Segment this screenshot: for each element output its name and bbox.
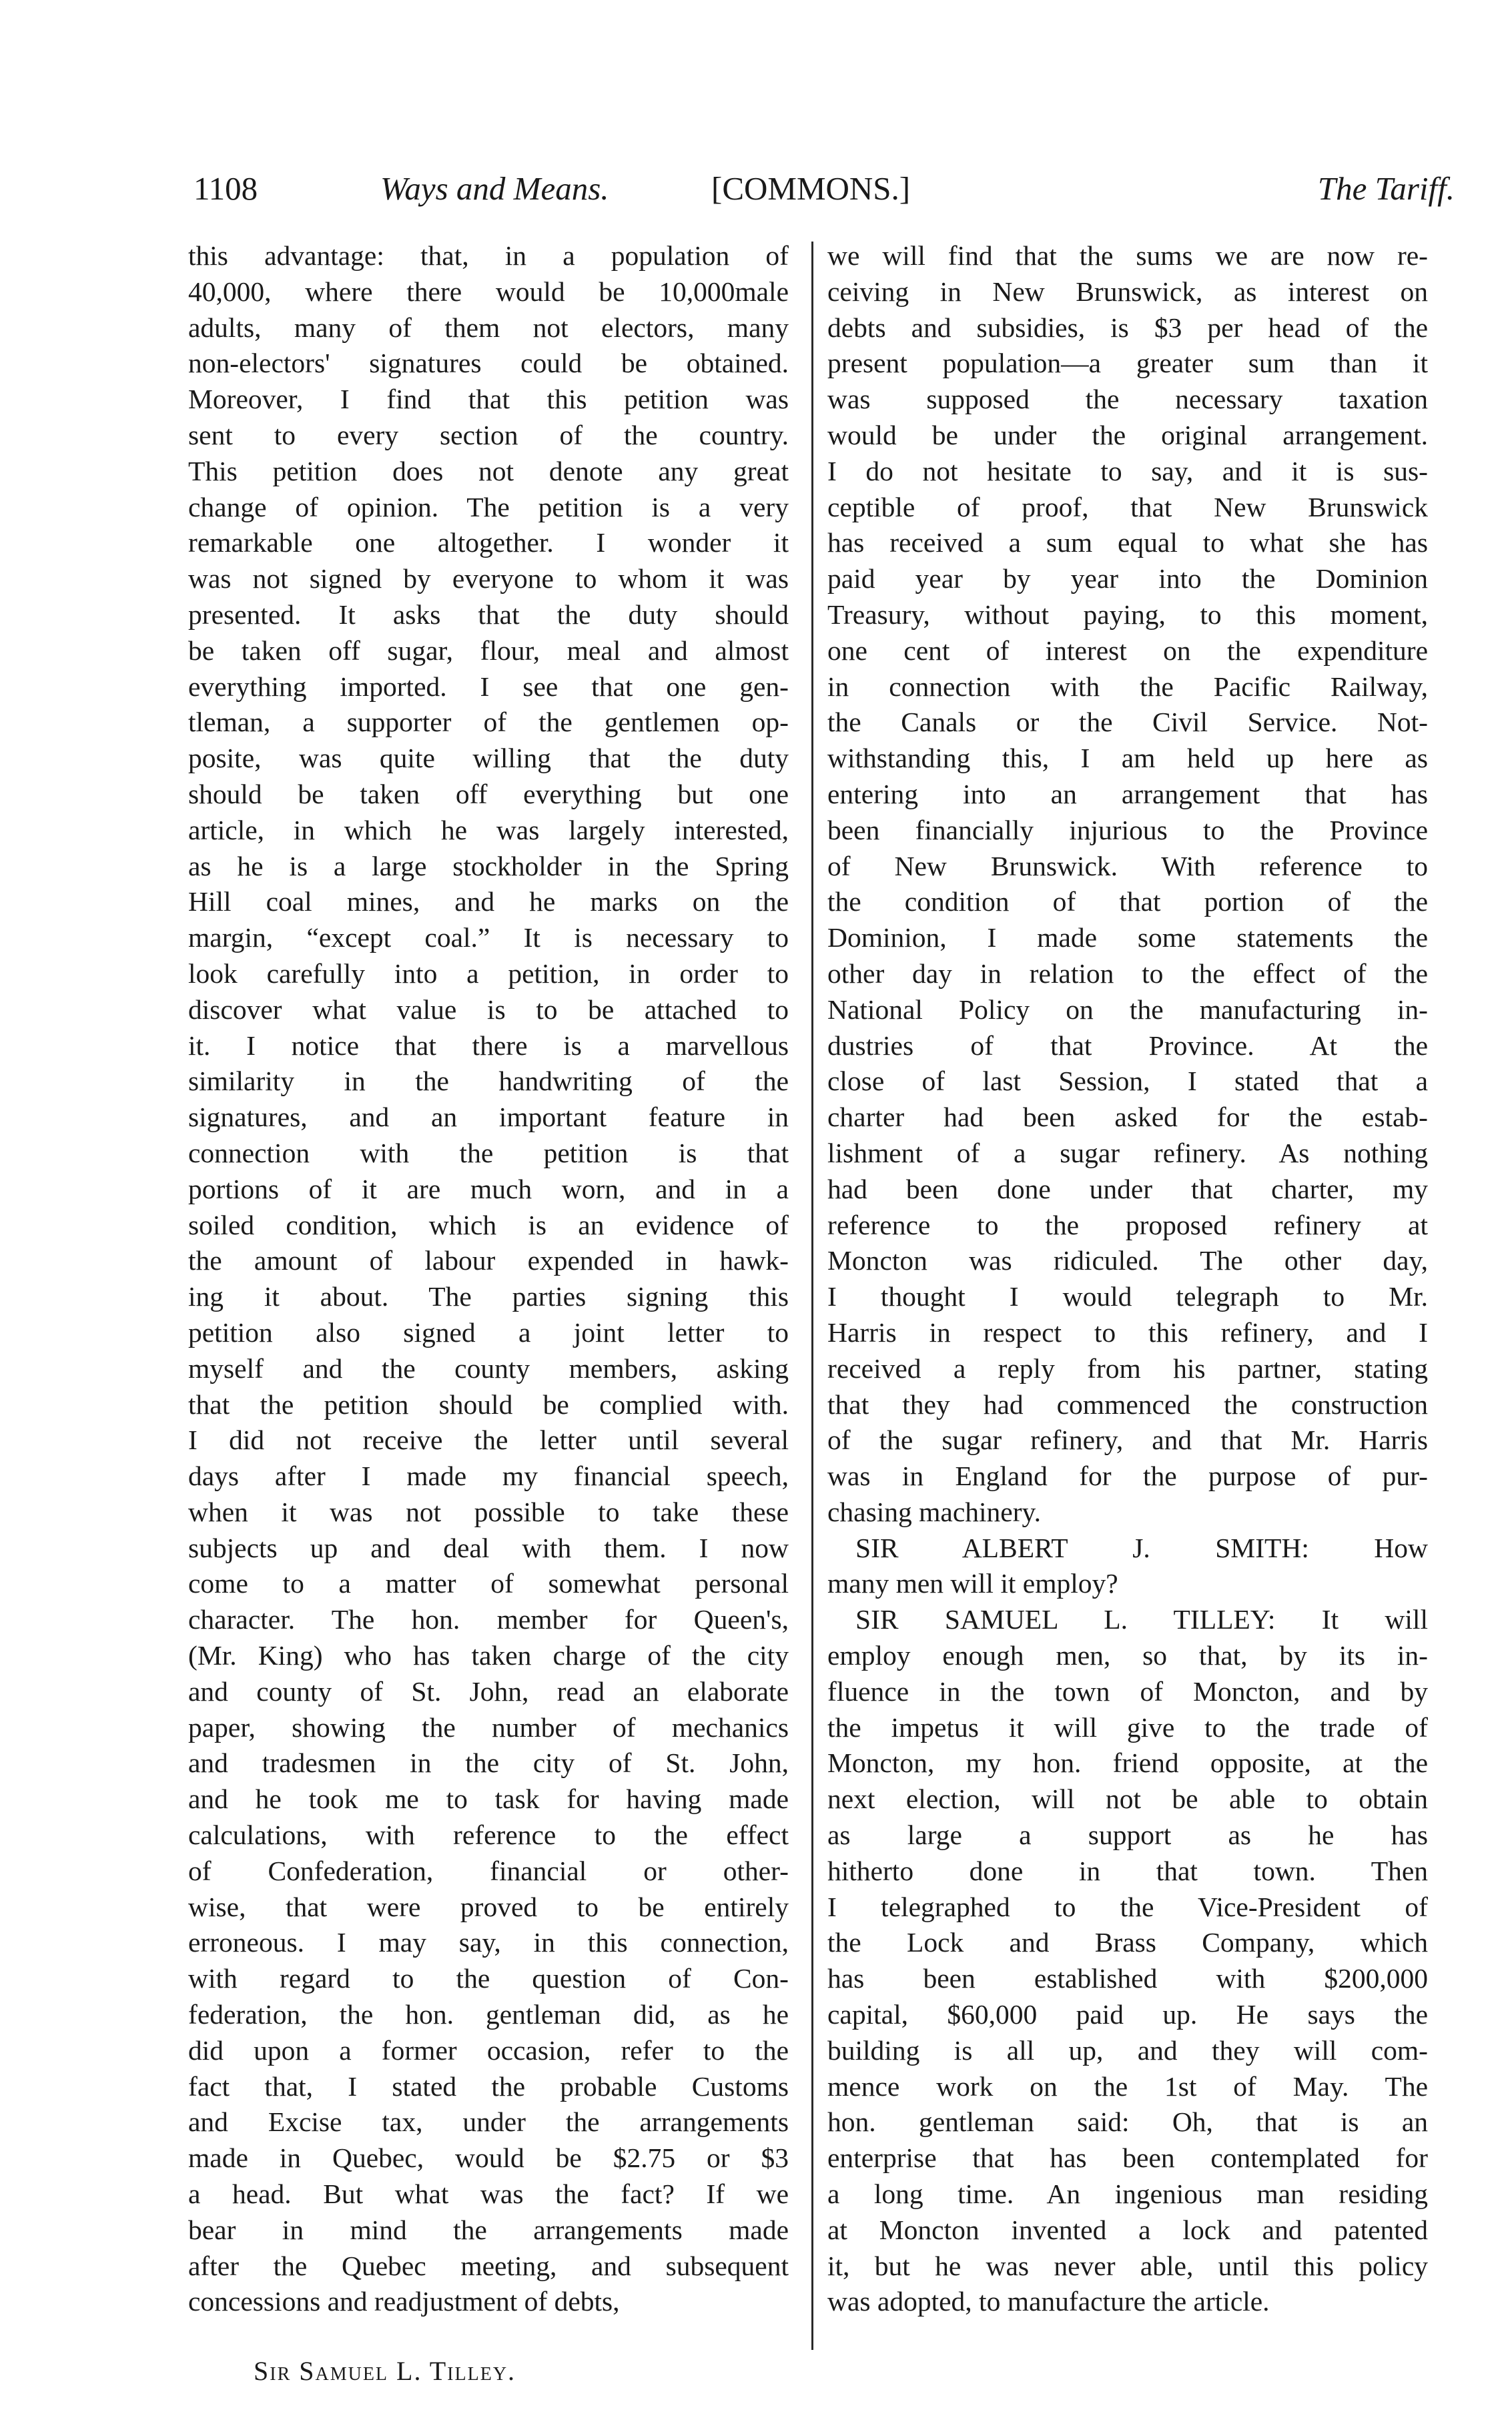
text-line: chasing machinery. xyxy=(827,1496,1041,1527)
text-line: was in England for the purpose of pur- xyxy=(827,1461,1428,1492)
text-line: did upon a former occasion, refer to the xyxy=(188,2034,789,2066)
text-line: federation, the hon. gentleman did, as he xyxy=(188,1999,789,2030)
text-line: charter had been asked for the estab- xyxy=(827,1102,1428,1133)
text-line: Treasury, without paying, to this moment, xyxy=(827,598,1428,630)
text-line: employ enough men, so that, by its in- xyxy=(827,1640,1428,1671)
text-line: connection with the petition is that xyxy=(188,1137,789,1168)
text-line: margin, “except coal.” It is necessary to xyxy=(188,922,789,953)
text-line: been financially injurious to the Province xyxy=(827,814,1428,845)
text-line: lishment of a sugar refinery. As nothing xyxy=(827,1137,1428,1168)
text-line: of the sugar refinery, and that Mr. Harris xyxy=(827,1425,1428,1456)
text-line: received a reply from his partner, stating xyxy=(827,1352,1428,1384)
text-line: National Policy on the manufacturing in- xyxy=(827,993,1428,1025)
text-line: Moncton was ridiculed. The other day, xyxy=(827,1245,1428,1276)
text-line: was adopted, to manufacture the article. xyxy=(827,2286,1270,2317)
text-line: Hill coal mines, and he marks on the xyxy=(188,886,789,917)
text-line: SIR SAMUEL L. TILLEY: It will xyxy=(855,1604,1428,1635)
text-line: Dominion, I made some statements the xyxy=(827,922,1428,953)
text-line: Moreover, I find that this petition was xyxy=(188,384,789,415)
column-divider xyxy=(811,242,813,2350)
text-line: Moncton, my hon. friend opposite, at the xyxy=(827,1747,1428,1779)
text-line: and Excise tax, under the arrangements xyxy=(188,2106,789,2138)
text-line: soiled condition, which is an evidence of xyxy=(188,1209,789,1240)
text-line: would be under the original arrangement. xyxy=(827,419,1428,450)
text-line: wise, that were proved to be entirely xyxy=(188,1891,789,1922)
text-line: and he took me to task for having made xyxy=(188,1783,789,1815)
text-line: erroneous. I may say, in this connection, xyxy=(188,1927,789,1958)
text-line: when it was not possible to take these xyxy=(188,1496,789,1527)
page-number: 1108 xyxy=(194,170,258,207)
text-line: that the petition should be complied with. xyxy=(188,1388,789,1420)
text-line: one cent of interest on the expenditure xyxy=(827,635,1428,666)
paragraph xyxy=(827,1602,1428,2320)
text-line: I did not receive the letter until several xyxy=(188,1425,789,1456)
text-line: signatures, and an important feature in xyxy=(188,1102,789,1133)
text-line: should be taken off everything but one xyxy=(188,778,789,809)
paragraph xyxy=(188,238,789,2320)
text-line: was supposed the necessary taxation xyxy=(827,384,1428,415)
text-line: myself and the county members, asking xyxy=(188,1352,789,1384)
text-line: the Lock and Brass Company, which xyxy=(827,1927,1428,1958)
text-line: that they had commenced the construction xyxy=(827,1388,1428,1420)
text-line: tleman, a supporter of the gentlemen op- xyxy=(188,707,789,738)
right-column xyxy=(827,238,1428,2320)
page-header xyxy=(194,165,1455,212)
text-line: sent to every section of the country. xyxy=(188,419,789,450)
text-line: present population—a greater sum than it xyxy=(827,348,1428,379)
text-line: subjects up and deal with them. I now xyxy=(188,1532,789,1563)
text-line: discover what value is to be attached to xyxy=(188,993,789,1025)
text-line: as he is a large stockholder in the Spring xyxy=(188,850,789,881)
text-line: reference to the proposed refinery at xyxy=(827,1209,1428,1240)
text-line: we will find that the sums we are now re- xyxy=(827,240,1428,271)
left-column xyxy=(188,238,789,2320)
text-line: change of opinion. The petition is a very xyxy=(188,491,789,522)
text-line: Harris in respect to this refinery, and I xyxy=(827,1316,1428,1348)
text-line: enterprise that has been contemplated for xyxy=(827,2142,1428,2174)
text-line: ceiving in New Brunswick, as interest on xyxy=(827,276,1428,307)
text-line: has been established with $200,000 xyxy=(827,1963,1428,1994)
text-line: hon. gentleman said: Oh, that is an xyxy=(827,2106,1428,2138)
text-line: This petition does not denote any great xyxy=(188,455,789,486)
text-line: I thought I would telegraph to Mr. xyxy=(827,1281,1428,1312)
text-line: close of last Session, I stated that a xyxy=(827,1066,1428,1097)
text-line: and tradesmen in the city of St. John, xyxy=(188,1747,789,1779)
text-line: at Moncton invented a lock and patented xyxy=(827,2214,1428,2245)
text-line: and county of St. John, read an elaborate xyxy=(188,1675,789,1707)
text-line: days after I made my financial speech, xyxy=(188,1461,789,1492)
text-line: entering into an arrangement that has xyxy=(827,778,1428,809)
text-line: other day in relation to the effect of the xyxy=(827,957,1428,989)
text-line: mence work on the 1st of May. The xyxy=(827,2070,1428,2102)
text-line: the condition of that portion of the xyxy=(827,886,1428,917)
text-line: I telegraphed to the Vice-President of xyxy=(827,1891,1428,1922)
text-line: portions of it are much worn, and in a xyxy=(188,1173,789,1204)
text-line: many men will it employ? xyxy=(827,1568,1118,1599)
paragraph xyxy=(827,238,1428,1531)
text-line: made in Quebec, would be $2.75 or $3 xyxy=(188,2142,789,2174)
text-line: SIR ALBERT J. SMITH: How xyxy=(855,1532,1428,1563)
text-line: it. I notice that there is a marvellous xyxy=(188,1030,789,1061)
text-line: concessions and readjustment of debts, xyxy=(188,2286,620,2317)
text-line: non-electors' signatures could be obtained. xyxy=(188,348,789,379)
text-line: adults, many of them not electors, many xyxy=(188,312,789,343)
text-line: was not signed by everyone to whom it was xyxy=(188,563,789,594)
text-line: as large a support as he has xyxy=(827,1819,1428,1851)
paragraph xyxy=(827,1531,1428,1603)
text-line: next election, will not be able to obtain xyxy=(827,1783,1428,1815)
text-line: after the Quebec meeting, and subsequent xyxy=(188,2250,789,2281)
text-line: paid year by year into the Dominion xyxy=(827,563,1428,594)
text-line: look carefully into a petition, in order to xyxy=(188,957,789,989)
text-line: the Canals or the Civil Service. Not- xyxy=(827,707,1428,738)
text-line: article, in which he was largely interested, xyxy=(188,814,789,845)
text-line: the impetus it will give to the trade of xyxy=(827,1711,1428,1743)
text-line: ing it about. The parties signing this xyxy=(188,1281,789,1312)
text-line: capital, $60,000 paid up. He says the xyxy=(827,1999,1428,2030)
section-title: Ways and Means. xyxy=(380,170,609,207)
catchword: Sir Samuel L. Tilley. xyxy=(254,2356,516,2386)
topic-title: The Tariff. xyxy=(1317,170,1455,207)
text-line: remarkable one altogether. I wonder it xyxy=(188,527,789,558)
text-line: withstanding this, I am held up here as xyxy=(827,743,1428,774)
text-line: be taken off sugar, flour, meal and almost xyxy=(188,635,789,666)
text-line: has received a sum equal to what she has xyxy=(827,527,1428,558)
text-line: of Confederation, financial or other- xyxy=(188,1855,789,1886)
text-line: bear in mind the arrangements made xyxy=(188,2214,789,2245)
text-line: with regard to the question of Con- xyxy=(188,1963,789,1994)
text-line: in connection with the Pacific Railway, xyxy=(827,671,1428,702)
text-line: had been done under that charter, my xyxy=(827,1173,1428,1204)
text-line: come to a matter of somewhat personal xyxy=(188,1568,789,1599)
text-line: 40,000, where there would be 10,000male xyxy=(188,276,789,307)
text-line: everything imported. I see that one gen- xyxy=(188,671,789,702)
text-line: a head. But what was the fact? If we xyxy=(188,2178,789,2210)
text-line: fact that, I stated the probable Customs xyxy=(188,2070,789,2102)
text-line: calculations, with reference to the effect xyxy=(188,1819,789,1851)
text-line: building is all up, and they will com- xyxy=(827,2034,1428,2066)
text-line: debts and subsidies, is $3 per head of the xyxy=(827,312,1428,343)
text-line: this advantage: that, in a population of xyxy=(188,240,789,271)
text-line: posite, was quite willing that the duty xyxy=(188,743,789,774)
text-line: I do not hesitate to say, and it is sus- xyxy=(827,455,1428,486)
text-line: fluence in the town of Moncton, and by xyxy=(827,1675,1428,1707)
text-line: hitherto done in that town. Then xyxy=(827,1855,1428,1886)
text-line: the amount of labour expended in hawk- xyxy=(188,1245,789,1276)
text-line: character. The hon. member for Queen's, xyxy=(188,1604,789,1635)
text-line: (Mr. King) who has taken charge of the city xyxy=(188,1640,789,1671)
chamber-title: [COMMONS.] xyxy=(711,170,911,207)
text-line: a long time. An ingenious man residing xyxy=(827,2178,1428,2210)
text-line: ceptible of proof, that New Brunswick xyxy=(827,491,1428,522)
text-line: similarity in the handwriting of the xyxy=(188,1066,789,1097)
text-line: petition also signed a joint letter to xyxy=(188,1316,789,1348)
text-line: of New Brunswick. With reference to xyxy=(827,850,1428,881)
text-line: dustries of that Province. At the xyxy=(827,1030,1428,1061)
text-line: presented. It asks that the duty should xyxy=(188,598,789,630)
text-line: it, but he was never able, until this policy xyxy=(827,2250,1428,2281)
text-line: paper, showing the number of mechanics xyxy=(188,1711,789,1743)
